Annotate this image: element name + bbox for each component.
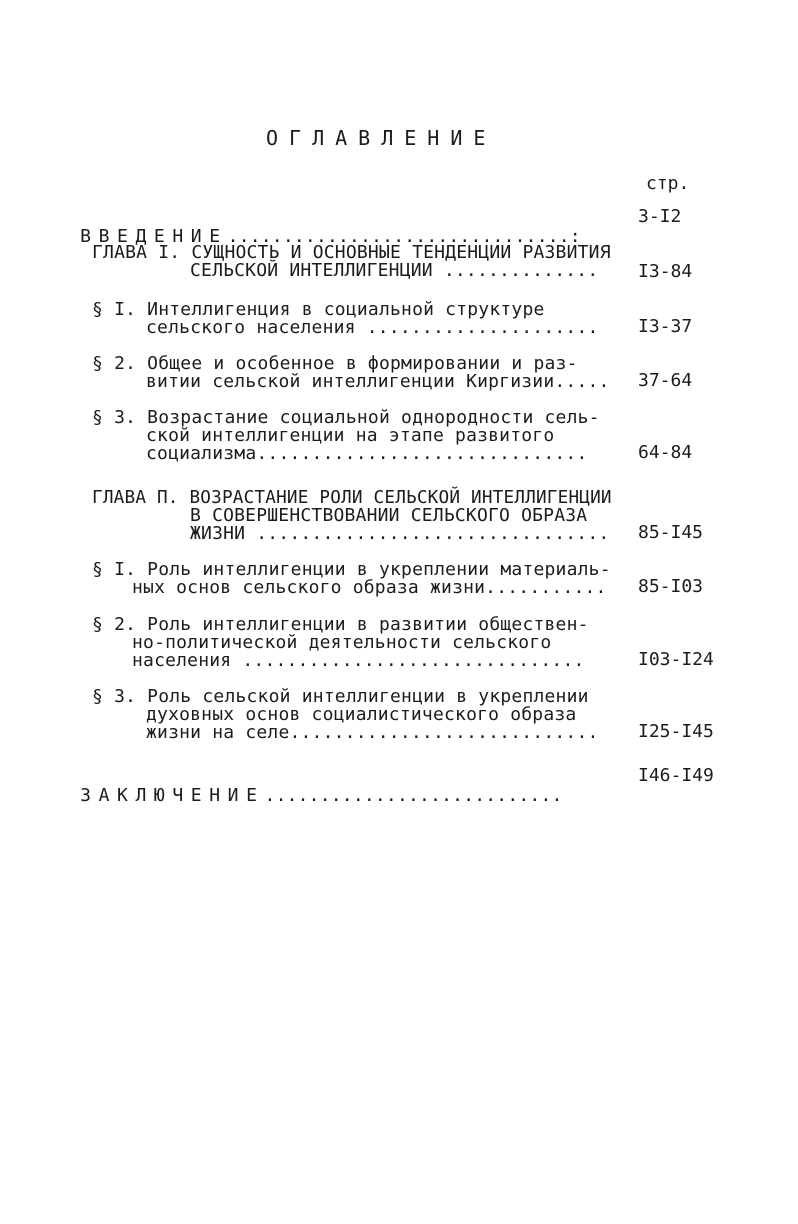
toc-ch1-section-2-line1: § 2. Общее и особенное в формировании и раз- xyxy=(92,353,578,374)
toc-ch2-section-3-pages: I25-I45 xyxy=(638,721,714,742)
toc-chapter-2-line2: В СОВЕРШЕНСТВОВАНИИ СЕЛЬСКОГО ОБРАЗА xyxy=(190,505,588,526)
toc-entry-intro-label: ВВЕДЕНИЕ xyxy=(80,226,228,247)
toc-ch2-section-3-line2: духовных основ социалистического образа xyxy=(146,704,577,725)
toc-entry-conclusion-label: ЗАКЛЮЧЕНИЕ xyxy=(80,785,265,806)
toc-ch2-section-1-pages: 85-I03 xyxy=(638,576,704,597)
toc-ch2-section-2-pages: I03-I24 xyxy=(638,649,714,670)
toc-entry-conclusion xyxy=(36,766,563,826)
toc-chapter-2-line1: ГЛАВА П. ВОЗРАСТАНИЕ РОЛИ СЕЛЬСКОЙ ИНТЕЛЛИГЕНЦИИ xyxy=(92,487,612,508)
toc-ch1-section-3-pages: 64-84 xyxy=(638,442,693,463)
toc-ch1-section-2-pages: 37-64 xyxy=(638,370,693,391)
toc-entry-conclusion-pages: I46-I49 xyxy=(638,765,714,786)
toc-ch1-section-3-line1: § 3. Возрастание социальной однородности сель- xyxy=(92,407,600,428)
toc-entry-intro-pages: 3-I2 xyxy=(638,206,682,227)
toc-ch1-section-1-pages: I3-37 xyxy=(638,316,693,337)
toc-ch2-section-3-line1: § 3. Роль сельской интеллигенции в укреплении xyxy=(92,686,589,707)
toc-ch2-section-2-line2: но-политической деятельности сельского xyxy=(132,632,552,653)
toc-chapter-1-line2: СЕЛЬСКОЙ ИНТЕЛЛИГЕНЦИИ .............. xyxy=(190,260,599,281)
toc-ch1-section-3-line3: социализма.............................. xyxy=(146,443,588,464)
toc-ch1-section-1-line1: § I. Интеллигенция в социальной структуре xyxy=(92,299,545,320)
page-column-header: стр. xyxy=(646,173,690,194)
toc-ch1-section-2-line2: витии сельской интеллигенции Киргизии..... xyxy=(146,371,610,392)
toc-entry-intro-leader: ...............................: xyxy=(227,226,581,247)
toc-ch2-section-3-line3: жизни на селе............................ xyxy=(146,722,599,743)
toc-chapter-2-line3: ЖИЗНИ ................................ xyxy=(190,523,610,544)
toc-chapter-1-line1: ГЛАВА I. СУЩНОСТЬ И ОСНОВНЫЕ ТЕНДЕНЦИИ РАЗВИТИЯ xyxy=(92,242,611,263)
toc-ch1-section-3-line2: ской интеллигенции на этапе развитого xyxy=(146,425,555,446)
toc-entry-conclusion-leader: ........................... xyxy=(264,785,563,806)
toc-ch1-section-1-line2: сельского населения ..................... xyxy=(146,317,599,338)
toc-chapter-1-pages: I3-84 xyxy=(638,261,693,282)
toc-ch2-section-1-line1: § I. Роль интеллигенции в укреплении материаль- xyxy=(92,559,611,580)
toc-ch2-section-2-line1: § 2. Роль интеллигенции в развитии обществен- xyxy=(92,614,589,635)
page-title: ОГЛАВЛЕНИЕ xyxy=(266,126,497,150)
toc-ch2-section-1-line2: ных основ сельского образа жизни........... xyxy=(132,577,607,598)
toc-ch2-section-2-line3: населения ............................... xyxy=(132,650,585,671)
toc-chapter-2-pages: 85-I45 xyxy=(638,522,704,543)
